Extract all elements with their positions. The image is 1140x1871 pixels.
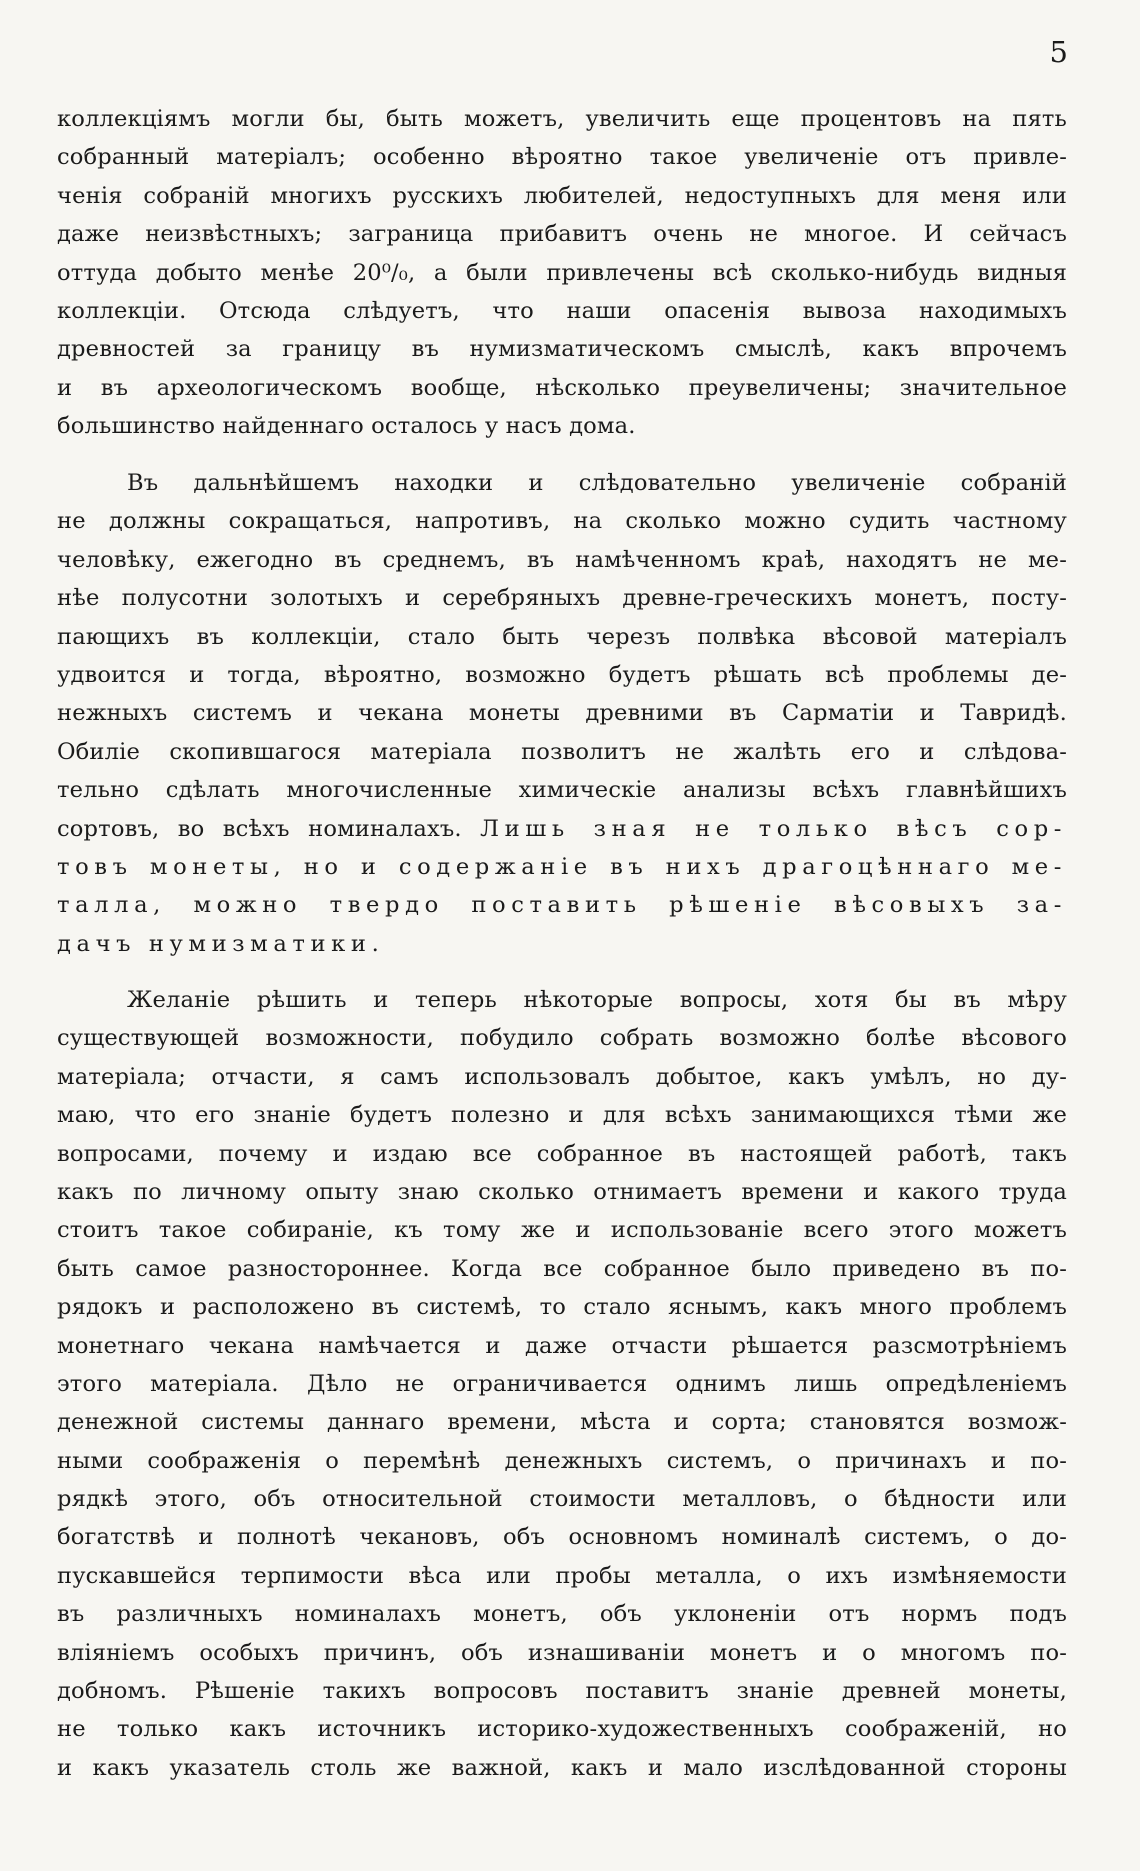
spaced-emphasis-run: Лишь зная не только вѣсъ сор-	[480, 815, 1067, 842]
text-line: коллекціи. Отсюда слѣдуетъ, что наши опасенія вывоза находимыхъ	[57, 297, 1067, 324]
text-line: даже неизвѣстныхъ; заграница прибавитъ очень не многое. И сейчасъ	[57, 221, 1067, 248]
spaced-emphasis-line: дачъ нумизматики.	[57, 930, 385, 957]
text-line: монетнаго чекана намѣчается и даже отчасти рѣшается разсмотрѣніемъ	[57, 1332, 1067, 1359]
paragraph-3	[57, 981, 1067, 1787]
page-number: 5	[1049, 35, 1068, 69]
text-line: рядокъ и расположено въ системѣ, то стало яснымъ, какъ много проблемъ	[57, 1294, 1067, 1321]
text-line: коллекціямъ могли бы, быть можетъ, увеличить еще процентовъ на пять	[57, 106, 1067, 132]
text-line: древностей за границу въ нумизматическомъ смыслѣ, какъ впрочемъ	[57, 336, 1067, 363]
text-line: матеріала; отчасти, я самъ использовалъ добытое, какъ умѣлъ, но ду-	[57, 1063, 1067, 1090]
text-line: и въ археологическомъ вообще, нѣсколько преувеличены; значительное	[57, 374, 1067, 401]
text-line: большинство найденнаго осталось у насъ дома.	[57, 413, 636, 440]
text-line: оттуда добыто менѣе 20⁰/₀, а были привлечены всѣ сколько-нибудь видныя	[57, 259, 1067, 286]
text-line: вліяніемъ особыхъ причинъ, объ изнашиваніи монетъ и о многомъ по-	[57, 1639, 1067, 1666]
text-line: не только какъ источникъ историко-художественныхъ соображеній, но	[57, 1716, 1067, 1743]
text-line: маю, что его знаніе будетъ полезно и для всѣхъ занимающихся тѣми же	[57, 1102, 1067, 1129]
text-line: Желаніе рѣшить и теперь нѣкоторые вопросы, хотя бы въ мѣру	[127, 987, 1067, 1013]
text-line: стоитъ такое собираніе, къ тому же и использованіе всего этого можетъ	[57, 1217, 1067, 1244]
text-line: тельно сдѣлать многочисленные химическіе анализы всѣхъ главнѣйшихъ	[57, 777, 1067, 804]
text-line: вопросами, почему и издаю все собранное въ настоящей работѣ, такъ	[57, 1140, 1067, 1167]
text-line: быть самое разностороннее. Когда все собранное было приведено въ по-	[57, 1255, 1067, 1282]
text-line: собранный матеріалъ; особенно вѣроятно такое увеличеніе отъ привле-	[57, 144, 1067, 171]
text-line: богатствѣ и полнотѣ чекановъ, объ основномъ номиналѣ системъ, о до-	[57, 1524, 1067, 1551]
text-line: ченія собраній многихъ русскихъ любителей, недоступныхъ для меня или	[57, 182, 1067, 209]
paragraph-2	[57, 464, 1067, 963]
text-line: денежной системы даннаго времени, мѣста и сорта; становятся возмож-	[57, 1409, 1067, 1436]
text-line: человѣку, ежегодно въ среднемъ, въ намѣченномъ краѣ, находятъ не ме-	[57, 546, 1067, 573]
spaced-emphasis-line: товъ монеты, но и содержаніе въ нихъ драгоцѣннаго ме-	[57, 853, 1067, 880]
text-line: ными соображенія о перемѣнѣ денежныхъ системъ, о причинахъ и по-	[57, 1447, 1067, 1474]
paragraph-1	[57, 100, 1067, 446]
text-run: сортовъ, во всѣхъ номиналахъ.	[57, 815, 462, 842]
text-line: нѣе полусотни золотыхъ и серебряныхъ древне-греческихъ монетъ, посту-	[57, 585, 1067, 612]
text-line: не должны сокращаться, напротивъ, на сколько можно судить частному	[57, 508, 1067, 535]
text-line-mixed	[57, 810, 1067, 848]
text-line: Въ дальнѣйшемъ находки и слѣдовательно увеличеніе собраній	[127, 470, 1067, 496]
text-line: пускавшейся терпимости вѣса или пробы металла, о ихъ измѣняемости	[57, 1562, 1067, 1589]
text-line: рядкѣ этого, объ относительной стоимости металловъ, о бѣдности или	[57, 1486, 1067, 1513]
text-line: добномъ. Рѣшеніе такихъ вопросовъ поставитъ знаніе древней монеты,	[57, 1678, 1067, 1705]
text-line: удвоится и тогда, вѣроятно, возможно будетъ рѣшать всѣ проблемы де-	[57, 661, 1067, 688]
text-line: какъ по личному опыту знаю сколько отнимаетъ времени и какого труда	[57, 1178, 1067, 1205]
text-line: и какъ указатель столь же важной, какъ и мало изслѣдованной стороны	[57, 1754, 1067, 1781]
spaced-emphasis-line: талла, можно твердо поставить рѣшеніе вѣсовыхъ за-	[57, 892, 1067, 919]
text-line: Обиліе скопившагося матеріала позволитъ не жалѣть его и слѣдова-	[57, 738, 1067, 765]
text-line: нежныхъ системъ и чекана монеты древними въ Сарматіи и Тавридѣ.	[57, 700, 1067, 727]
text-line: этого матеріала. Дѣло не ограничивается однимъ лишь опредѣленіемъ	[57, 1370, 1067, 1397]
text-line: въ различныхъ номиналахъ монетъ, объ уклоненіи отъ нормъ подъ	[57, 1601, 1067, 1628]
text-line: существующей возможности, побудило собрать возможно болѣе вѣсового	[57, 1025, 1067, 1052]
text-line: пающихъ въ коллекціи, стало быть черезъ полвѣка вѣсовой матеріалъ	[57, 623, 1067, 650]
